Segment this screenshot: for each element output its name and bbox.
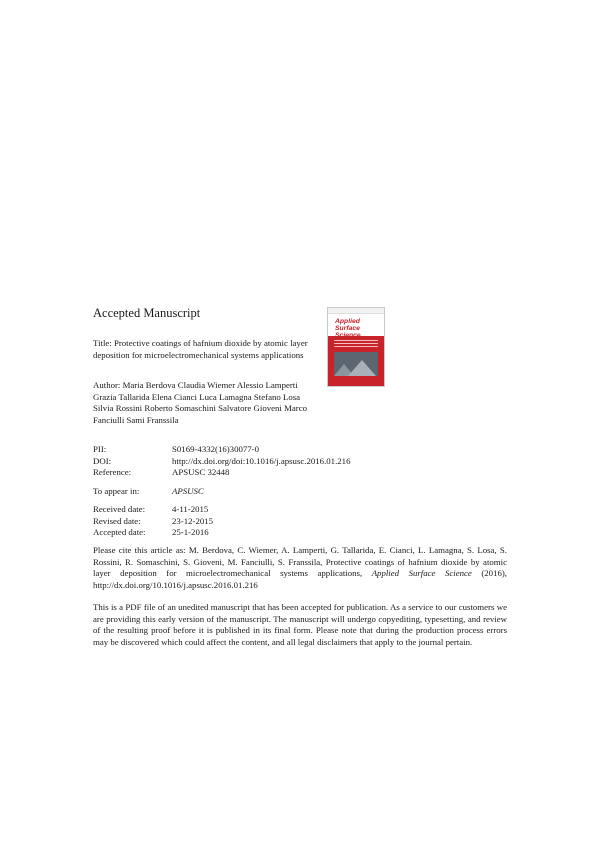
cover-landscape-image	[334, 352, 378, 376]
article-authors: Author: Maria Berdova Claudia Wiemer Alessio Lamperti Grazia Tallarida Elena Cianci Luca Lamagna Stefano Losa Silvia Rossini Roberto Somaschini Salvatore Gioveni Marco Fanciulli Sami Franssila	[93, 380, 308, 425]
appear-value: APSUSC	[172, 486, 204, 496]
cover-header-bar	[328, 308, 384, 314]
page-heading: Accepted Manuscript	[93, 306, 201, 320]
pii-label: PII:	[93, 444, 107, 454]
article-title: Title: Protective coatings of hafnium dioxide by atomic layer deposition for microelectromechanical systems applications	[93, 338, 308, 360]
doi-value[interactable]: http://dx.doi.org/doi:10.1016/j.apsusc.2016.01.216	[172, 455, 351, 466]
doi-label: DOI:	[93, 455, 112, 466]
cover-red-panel	[328, 336, 384, 387]
reference-label: Reference:	[93, 467, 132, 477]
appear-label: To appear in:	[93, 486, 140, 496]
cover-journal-title: Applied Surface	[335, 318, 360, 332]
citation-text-after[interactable]: (2016), http://dx.doi.org/10.1016/j.apsusc.2016.01.216	[93, 568, 508, 590]
citation-paragraph	[93, 545, 507, 591]
received-value: 4-11-2015	[172, 504, 209, 514]
cover-text-lines	[334, 340, 378, 349]
received-label: Received date:	[93, 504, 146, 514]
accepted-label: Accepted date:	[93, 527, 146, 537]
revised-value: 23-12-2015	[172, 515, 214, 526]
revised-label: Revised date:	[93, 515, 141, 526]
disclaimer-paragraph: This is a PDF file of an unedited manuscript that has been accepted for publication. As a service to our customers we are providing this early version of the manuscript. The manuscript will undergo copyediting, typesetting, and review of the resulting proof before it is published in its final form. Please note that during the production process errors may be discovered which could affect the content, and all legal disclaimers that apply to the journal pertain.	[93, 602, 507, 647]
journal-cover-image	[327, 307, 385, 387]
citation-journal: Applied Surface Science	[371, 568, 472, 578]
pii-value: S0169-4332(16)30077-0	[172, 444, 259, 454]
accepted-value: 25-1-2016	[172, 527, 209, 537]
citation-text-before: Please cite this article as: M. Berdova, C. Wiemer, A. Lamperti, G. Tallarida, E. Cianci, L. Lamagna, S. Losa, S. Rossini, R. Somaschini, S. Gioveni, M. Fanciulli, S. Franssila, Protective coatings of hafnium dioxide by atomic layer deposition for microelectromechanical systems applications,	[93, 545, 507, 578]
reference-value: APSUSC 32448	[172, 467, 230, 477]
